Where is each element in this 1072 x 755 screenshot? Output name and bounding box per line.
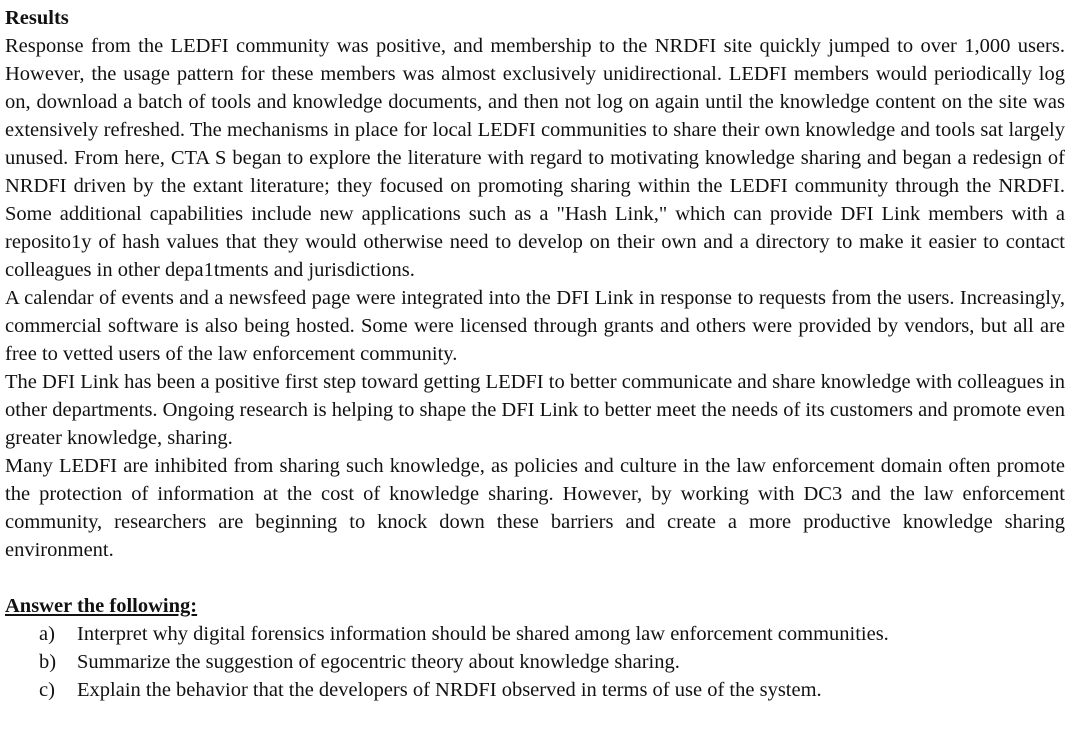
paragraph-calendar: A calendar of events and a newsfeed page were integrated into the DFI Link in response to requests from the users. Increasingly, commercial software is also being hosted. Some were licensed through grants and others were provided by vendors, but all are free to vetted users of the law enforcement community. xyxy=(5,287,1065,365)
question-item-b xyxy=(5,648,1065,676)
question-marker: b) xyxy=(39,651,57,673)
question-text: Summarize the suggestion of egocentric theory about knowledge sharing. xyxy=(77,651,680,673)
paragraph-dfi-link: The DFI Link has been a positive first step toward getting LEDFI to better communicate and share knowledge with colleagues in other departments. Ongoing research is helping to shape the DFI Link to better meet the needs of its customers and promote even greater knowledge, sharing. xyxy=(5,371,1066,449)
paragraph-barriers: Many LEDFI are inhibited from sharing such knowledge, as policies and culture in the law enforcement domain often promote the protection of information at the cost of knowledge sharing. However, by working with DC3 and the law enforcement community, researchers are beginning to knock down these barriers and create a more productive knowledge sharing environment. xyxy=(5,455,1065,561)
questions-list xyxy=(5,620,1065,704)
question-text: Interpret why digital forensics information should be shared among law enforcement communities. xyxy=(77,623,889,645)
section-heading-results: Results xyxy=(5,7,69,29)
question-item-c xyxy=(5,676,1065,704)
paragraph-response: Response from the LEDFI community was positive, and membership to the NRDFI site quickly jumped to over 1,000 users. However, the usage pattern for these members was almost exclusively unidirectional. LEDFI members would periodically log on, download a batch of tools and knowledge documents, and then not log on again until the knowledge content on the site was extensively refreshed. The mechanisms in place for local LEDFI communities to share their own knowledge and tools sat largely unused. From here, CTA S began to explore the literature with regard to motivating knowledge sharing and began a redesign of NRDFI driven by the extant literature; they focused on promoting sharing within the LEDFI community through the NRDFI. Some additional capabilities include new applications such as a "Hash Link," which can provide DFI Link members with a reposito1y of hash values that they would otherwise need to develop on their own and a directory to make it easier to contact colleagues in other depa1tments and jurisdictions. xyxy=(5,35,1065,281)
blank-line xyxy=(5,564,1065,592)
question-text: Explain the behavior that the developers of NRDFI observed in terms of use of the system. xyxy=(77,679,822,701)
document-page xyxy=(5,4,1065,704)
question-marker: a) xyxy=(39,623,55,645)
question-item-a xyxy=(5,620,1065,648)
question-marker: c) xyxy=(39,679,55,701)
questions-heading: Answer the following: xyxy=(5,595,198,617)
